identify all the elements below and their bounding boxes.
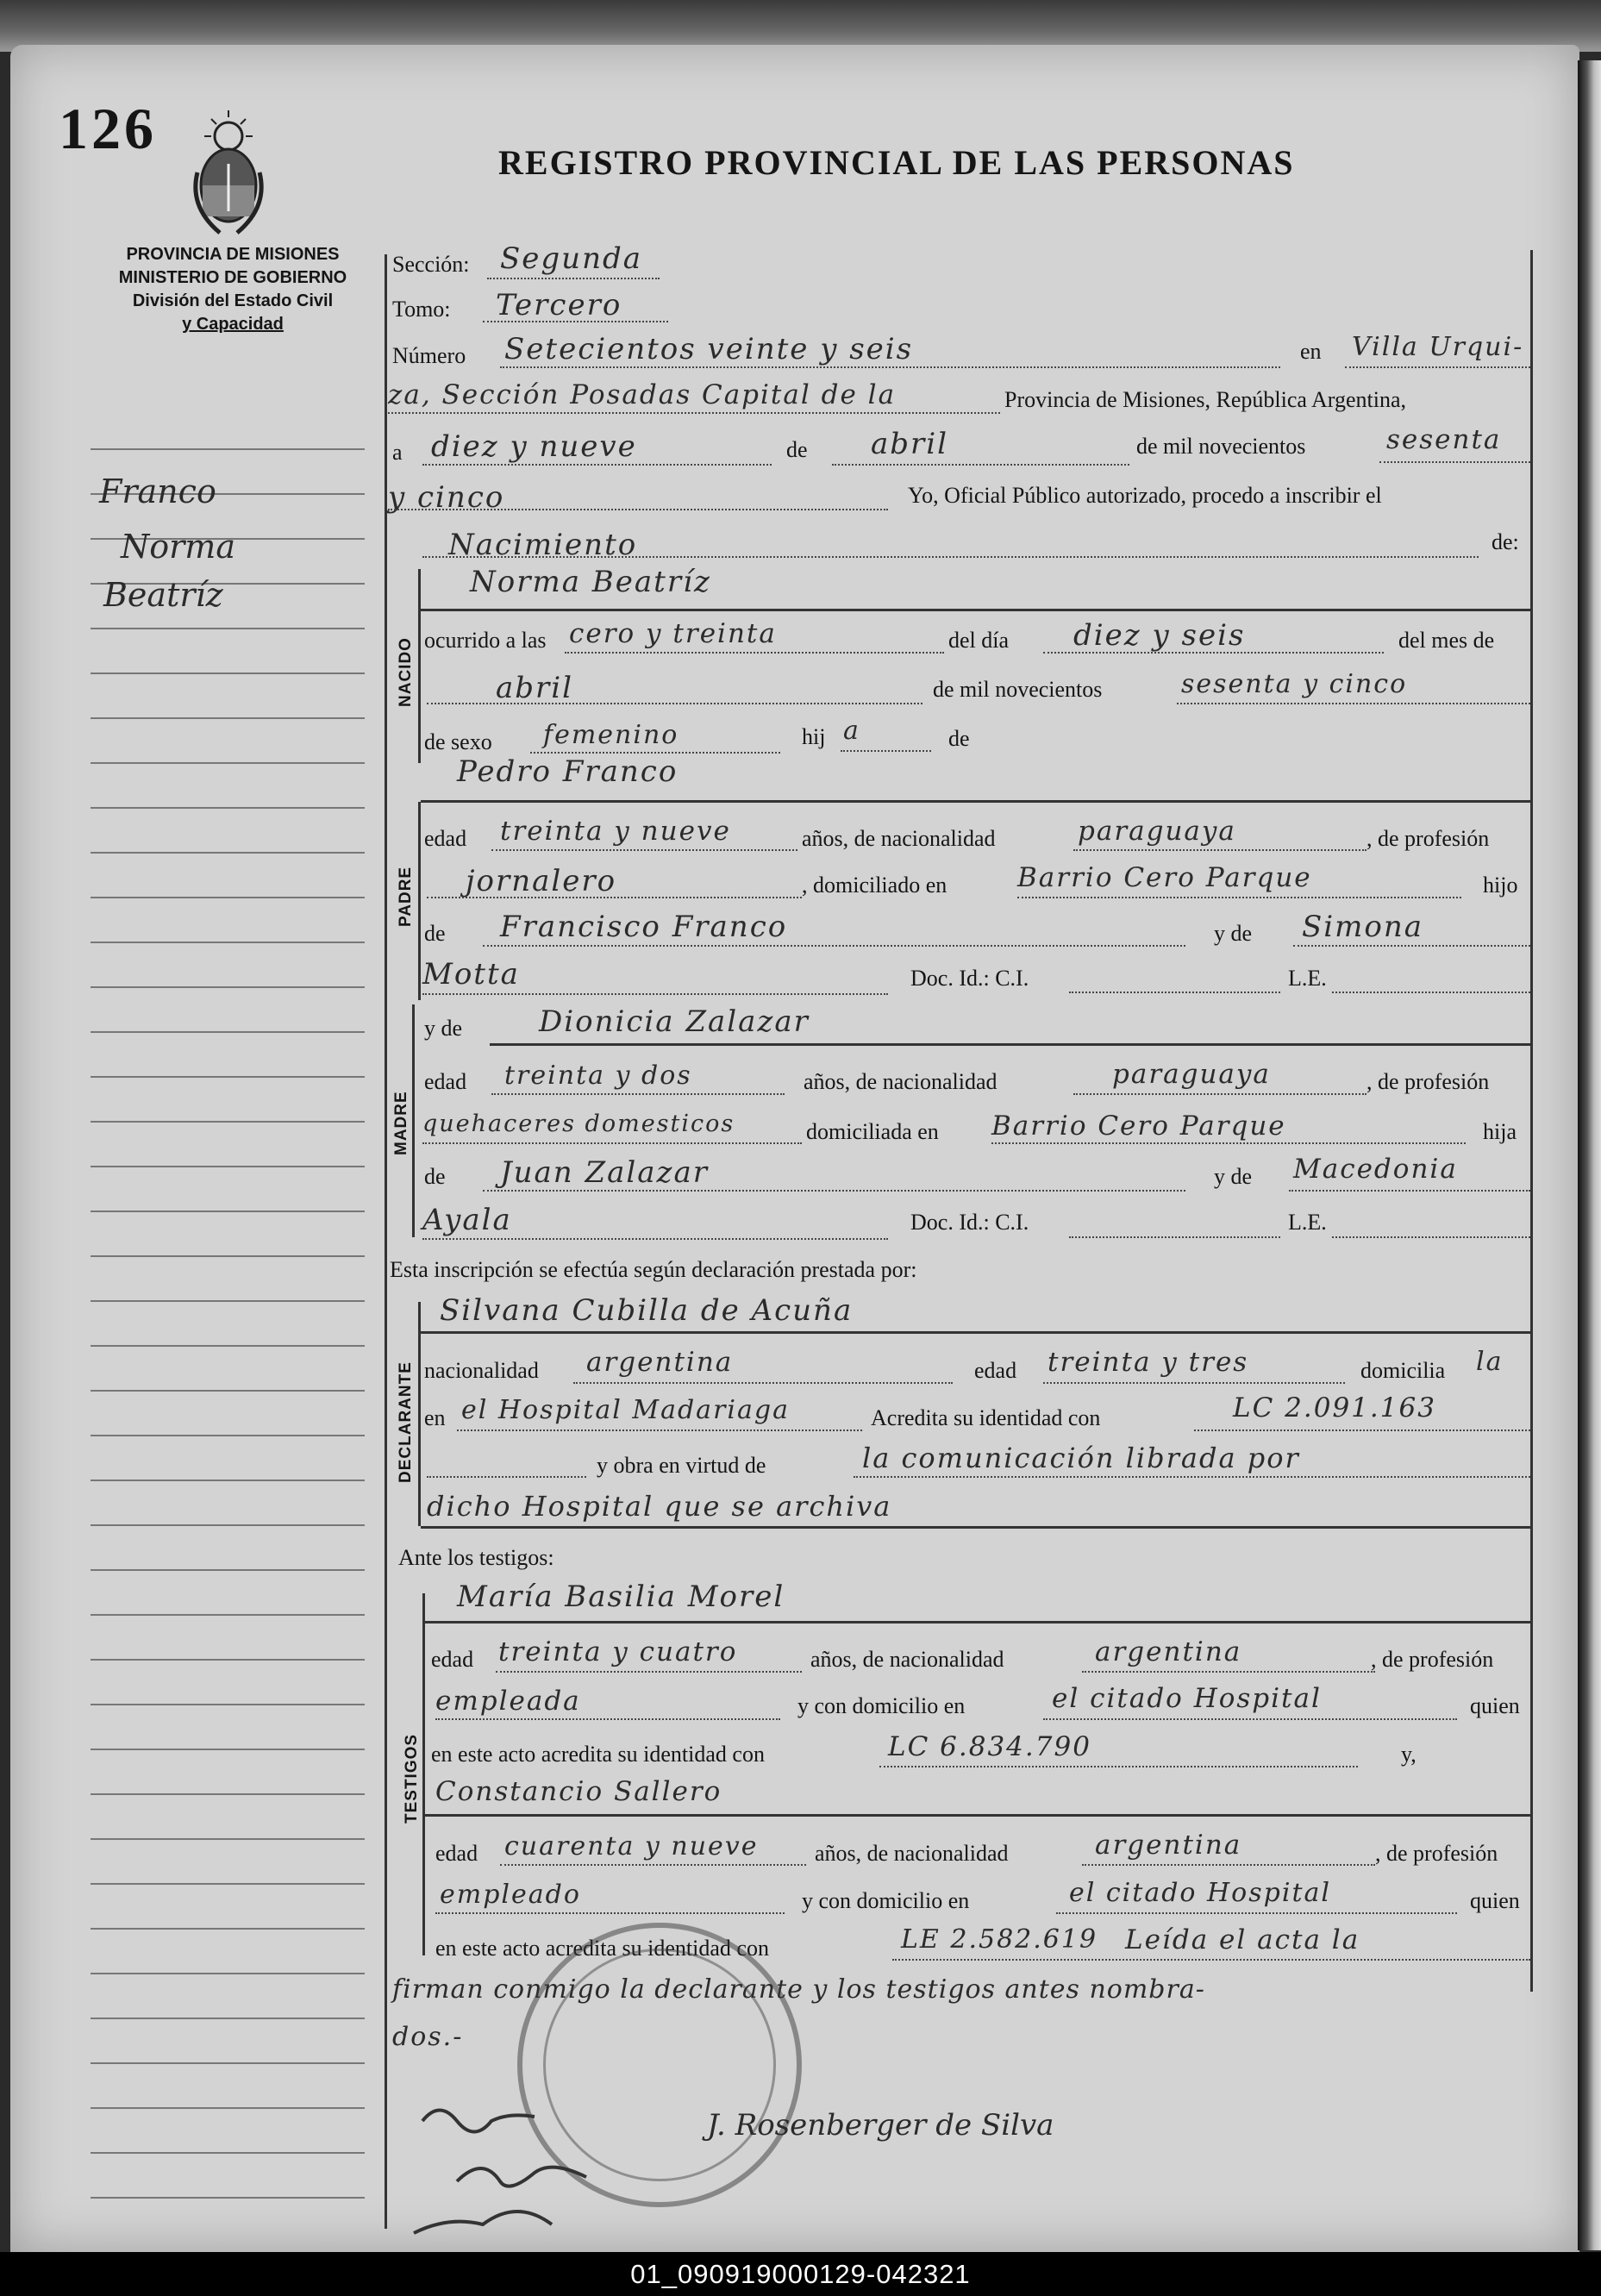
- t1-quien-label: quien: [1470, 1693, 1520, 1718]
- testigos-bracket: [422, 1593, 425, 1955]
- decl-virtud-2: dicho Hospital que se archiva: [427, 1490, 892, 1523]
- testigos-side-label: TESTIGOS: [403, 1733, 421, 1824]
- margin-ruled-line: [91, 1436, 365, 1481]
- closing-line-2: dos.-: [392, 2022, 464, 2052]
- margin-ruled-line: [91, 1347, 365, 1392]
- margin-ruled-line: [91, 1705, 365, 1750]
- inscripcion-label: Esta inscripción se efectúa según declaración prestada por:: [390, 1257, 917, 1282]
- margin-ruled-line: [91, 2109, 365, 2154]
- anio-line-1: [1379, 461, 1530, 463]
- decl-virtud-1: la comunicación librada por: [862, 1442, 1300, 1474]
- decl-dom-2: el Hospital Madariaga: [461, 1395, 790, 1425]
- t2-doc: LE 2.582.619: [901, 1924, 1098, 1955]
- hora-line: [565, 652, 944, 654]
- t2-prof-label: , de profesión: [1375, 1841, 1498, 1866]
- provincia-label: Provincia de Misiones, República Argentina,: [1004, 387, 1406, 412]
- margin-first-name: Norma: [121, 528, 235, 566]
- t2-prof-line: [435, 1912, 785, 1914]
- t2-dom: el citado Hospital: [1069, 1878, 1331, 1908]
- padre-madre-line: [1293, 945, 1530, 947]
- decl-en-label: en: [424, 1405, 446, 1430]
- decl-virtud-2-line: [421, 1526, 1530, 1529]
- padre-madre-2-line: [422, 993, 888, 995]
- domicilia-label: domicilia: [1360, 1358, 1446, 1383]
- padre-bracket: [418, 802, 421, 1000]
- anio-nac-line: [1177, 703, 1530, 704]
- header-ministry: MINISTERIO DE GOBIERNO: [118, 268, 347, 287]
- seccion-line: [487, 278, 660, 279]
- t2-tail: Leída el acta la: [1125, 1924, 1360, 1955]
- document-title: REGISTRO PROVINCIAL DE LAS PERSONAS: [498, 143, 1295, 182]
- padre-madre-1: Simona: [1302, 910, 1424, 944]
- madre-madre-2-line: [422, 1238, 888, 1240]
- margin-ruled-line: [91, 1257, 365, 1302]
- padre-edad: treinta y nueve: [500, 816, 731, 847]
- sexo-line: [530, 752, 780, 754]
- t1-edad-label: edad: [431, 1647, 474, 1672]
- madre-edad-line: [491, 1093, 785, 1095]
- margin-ruled-line: [91, 2019, 365, 2064]
- sexo-value: femenino: [543, 720, 679, 750]
- padre-anos-label: años, de nacionalidad: [802, 826, 996, 851]
- madre-dom-label: domiciliada en: [806, 1119, 939, 1144]
- margin-ruled-line: [91, 1616, 365, 1661]
- t2-edad-label: edad: [435, 1841, 478, 1866]
- padre-side-label: PADRE: [397, 866, 415, 927]
- padre-prof: jornalero: [466, 864, 617, 898]
- t1-nac: argentina: [1095, 1636, 1242, 1667]
- margin-ruled-line: [91, 1930, 365, 1974]
- folio-number: 126: [59, 96, 157, 161]
- madre-dom: Barrio Cero Parque: [991, 1110, 1286, 1142]
- tomo-value: Tercero: [496, 288, 622, 322]
- dia-line: [422, 464, 772, 466]
- madre-doc-label: Doc. Id.: C.I.: [910, 1210, 1029, 1235]
- madre-prof-label: , de profesión: [1366, 1069, 1490, 1094]
- nacido-bracket: [418, 569, 421, 763]
- decl-blank-line: [427, 1476, 586, 1478]
- declarante-side-label: DECLARANTE: [397, 1361, 415, 1483]
- margin-ruled-line: [91, 1078, 365, 1123]
- t1-dom: el citado Hospital: [1052, 1683, 1322, 1714]
- madre-le-line: [1332, 1236, 1530, 1238]
- mes-label: del mes de: [1398, 628, 1495, 653]
- hij-line: [841, 750, 931, 752]
- madre-nombre-line: [490, 1043, 1530, 1046]
- mil-novecientos-label: de mil novecientos: [1136, 434, 1306, 459]
- de-colon-label: de:: [1492, 529, 1519, 554]
- madre-bracket: [412, 1004, 415, 1237]
- registrar-signature: J. Rosenberger de Silva: [707, 2108, 1054, 2143]
- t1-edad-line: [496, 1671, 802, 1673]
- t2-nac: argentina: [1095, 1830, 1242, 1861]
- nacido-side-label: NACIDO: [397, 637, 415, 707]
- decl-virtud-line: [854, 1476, 1530, 1478]
- t2-nac-line: [1082, 1864, 1375, 1866]
- header-division: División del Estado Civil: [132, 291, 334, 310]
- de-label: de: [786, 437, 808, 462]
- sexo-label: de sexo: [424, 729, 492, 754]
- margin-ruled-line: [91, 1123, 365, 1167]
- lugar-line-2: [388, 412, 1000, 414]
- madre-dom-line: [991, 1142, 1466, 1144]
- madre-anos-label: años, de nacionalidad: [804, 1069, 997, 1094]
- nombre-value: Norma Beatríz: [470, 565, 711, 599]
- padre-madre-2: Motta: [422, 957, 520, 992]
- oficial-label: Yo, Oficial Público autorizado, procedo a inscribir el: [908, 483, 1382, 508]
- nombre-line: [421, 609, 1530, 611]
- numero-label: Número: [392, 343, 466, 368]
- margin-ruled-line: [91, 629, 365, 674]
- margin-ruled-line: [91, 1392, 365, 1436]
- dia-value: diez y nueve: [431, 429, 637, 464]
- t1-doc-line: [879, 1766, 1358, 1767]
- issuing-authority: [82, 243, 384, 336]
- padre-dom-label: , domiciliado en: [802, 873, 947, 898]
- dia-nac-value: diez y seis: [1073, 618, 1246, 653]
- declarante-nombre: Silvana Cubilla de Acuña: [440, 1293, 854, 1328]
- t1-prof-label: , de profesión: [1371, 1647, 1494, 1672]
- madre-madre-2: Ayala: [422, 1203, 512, 1237]
- padre-dom-line: [1017, 897, 1461, 898]
- margin-ruled-line: [91, 943, 365, 988]
- margin-ruled-line: [91, 898, 365, 943]
- margin-ruled-line: [91, 1167, 365, 1212]
- t2-quien-label: quien: [1470, 1888, 1520, 1913]
- padre-nombre-line: [421, 800, 1530, 803]
- testigo1-nombre-line: [425, 1621, 1530, 1623]
- right-column-rule: [1530, 250, 1533, 1992]
- t1-acredita-label: en este acto acredita su identidad con: [431, 1742, 765, 1767]
- declarante-bracket: [418, 1302, 421, 1526]
- y-comma-label: y,: [1401, 1742, 1417, 1767]
- padre-nombre: Pedro Franco: [457, 754, 679, 789]
- madre-madre-line: [1289, 1190, 1530, 1192]
- t1-nac-line: [1082, 1671, 1375, 1673]
- padre-nac-line: [1073, 849, 1366, 851]
- madre-yde-label: y de: [424, 1016, 463, 1041]
- t2-edad-line: [500, 1864, 806, 1866]
- margin-ruled-line: [91, 1212, 365, 1257]
- decl-nac-label: nacionalidad: [424, 1358, 539, 1383]
- madre-nac-line: [1073, 1093, 1366, 1095]
- madre-nombre: Dionicia Zalazar: [539, 1004, 810, 1039]
- t2-prof: empleado: [440, 1880, 581, 1910]
- testigo1-nombre: María Basilia Morel: [457, 1580, 785, 1614]
- mes-nac-value: abril: [496, 671, 574, 705]
- hij-label: hij: [802, 724, 826, 749]
- margin-ruled-line: [91, 1661, 365, 1705]
- anio-value-1: sesenta: [1386, 424, 1502, 455]
- margin-ruled-line: [91, 1885, 365, 1930]
- margin-ruled-line: [91, 1571, 365, 1616]
- margin-ruled-line: [91, 988, 365, 1033]
- hija-label: hija: [1483, 1119, 1517, 1144]
- seccion-value: Segunda: [500, 241, 643, 276]
- t1-dom-line: [1043, 1718, 1457, 1720]
- margin-ruled-line: [91, 2154, 365, 2199]
- decl-edad-label: edad: [974, 1358, 1017, 1383]
- margin-ruled-line: [91, 1750, 365, 1795]
- madre-nac: paraguaya: [1112, 1059, 1271, 1090]
- witness-signatures: [405, 2086, 647, 2250]
- t1-prof: empleada: [435, 1686, 581, 1717]
- decl-edad-line: [1043, 1382, 1345, 1384]
- padre-nac: paraguaya: [1078, 816, 1236, 847]
- t2-edad: cuarenta y nueve: [504, 1831, 759, 1861]
- madre-prof: quehaceres domesticos: [422, 1110, 735, 1137]
- hijo-label: hijo: [1483, 873, 1518, 898]
- book-spine: [1578, 60, 1601, 2250]
- t1-edad: treinta y cuatro: [498, 1636, 738, 1667]
- lugar-line-1: [1345, 366, 1530, 368]
- padre-prof-line: [427, 897, 802, 898]
- margin-ruled-line: [91, 809, 365, 854]
- acredita-label: Acredita su identidad con: [871, 1405, 1101, 1430]
- madre-edad: treinta y dos: [504, 1060, 692, 1091]
- t2-acredita-label: en este acto acredita su identidad con: [435, 1936, 769, 1961]
- padre-le-label: L.E.: [1288, 966, 1327, 991]
- padre-edad-line: [491, 849, 797, 851]
- main-column-rule: [385, 254, 387, 2229]
- ocurrido-label: ocurrido a las: [424, 628, 547, 653]
- margin-ruled-line: [91, 1302, 365, 1347]
- mes-line: [832, 464, 1129, 466]
- y-obra-label: y obra en virtud de: [597, 1453, 766, 1478]
- decl-doc: LC 2.091.163: [1233, 1392, 1436, 1423]
- tomo-line: [483, 321, 668, 322]
- t1-dom-label: y con domicilio en: [797, 1693, 966, 1718]
- mes-value: abril: [871, 427, 949, 461]
- madre-padre-line: [483, 1190, 1185, 1192]
- padre-prof-label: , de profesión: [1366, 826, 1490, 851]
- madre-yde2-label: y de: [1214, 1164, 1253, 1189]
- margin-ruled-line: [91, 405, 365, 450]
- decl-nac: argentina: [586, 1347, 734, 1378]
- anio-value-2: y cinco: [388, 480, 505, 515]
- margin-ruled-line: [91, 674, 365, 719]
- en-label: en: [1300, 339, 1322, 364]
- madre-madre-1: Macedonia: [1293, 1154, 1458, 1185]
- madre-prof-line: [422, 1142, 802, 1144]
- margin-middle-name: Beatríz: [103, 576, 223, 614]
- header-province: PROVINCIA DE MISIONES: [126, 245, 340, 264]
- scan-file-id: 01_090919000129-042321: [0, 2252, 1601, 2296]
- header-capacity: y Capacidad: [182, 315, 284, 334]
- margin-ruled-line: [91, 764, 365, 809]
- t2-anos-label: años, de nacionalidad: [815, 1841, 1009, 1866]
- margin-ruled-line: [91, 1795, 365, 1840]
- testigo2-nombre: Constancio Sallero: [435, 1776, 722, 1807]
- ante-testigos-label: Ante los testigos:: [398, 1545, 554, 1570]
- margin-ruled-line: [91, 1033, 365, 1078]
- madre-side-label: MADRE: [392, 1091, 410, 1155]
- madre-padre: Juan Zalazar: [500, 1155, 709, 1190]
- lugar-value-1: Villa Urqui-: [1352, 332, 1524, 362]
- t2-doc-line: [892, 1959, 1530, 1961]
- a-label: a: [392, 440, 403, 465]
- madre-le-label: L.E.: [1288, 1210, 1327, 1235]
- lugar-value-2: za, Sección Posadas Capital de la: [388, 379, 897, 410]
- mil-novecientos-label-2: de mil novecientos: [933, 677, 1103, 702]
- hora-value: cero y treinta: [569, 618, 777, 649]
- margin-ruled-line: [91, 1974, 365, 2019]
- de-padre-label: de: [948, 726, 970, 751]
- margin-ruled-line: [91, 2064, 365, 2109]
- padre-padre-line: [483, 945, 1185, 947]
- seccion-label: Sección:: [392, 252, 470, 277]
- margin-surname: Franco: [99, 472, 216, 510]
- margin-ruled-line: [91, 1840, 365, 1885]
- t2-dom-label: y con domicilio en: [802, 1888, 970, 1913]
- decl-dom-1: la: [1476, 1347, 1504, 1377]
- margin-ruled-line: [91, 1526, 365, 1571]
- decl-doc-line: [1194, 1430, 1530, 1431]
- acto-line: [422, 556, 1479, 558]
- t1-doc: LC 6.834.790: [888, 1731, 1091, 1762]
- anio-line-2: [388, 509, 888, 510]
- madre-ci-line: [1069, 1236, 1280, 1238]
- margin-ruled-line: [91, 1481, 365, 1526]
- coat-of-arms-icon: [185, 103, 272, 241]
- anio-nac-value: sesenta y cinco: [1181, 669, 1408, 699]
- padre-dom: Barrio Cero Parque: [1017, 862, 1312, 893]
- hij-suffix: a: [843, 716, 860, 746]
- padre-ci-line: [1069, 992, 1280, 993]
- madre-edad-label: edad: [424, 1069, 467, 1094]
- t2-dom-line: [1056, 1912, 1457, 1914]
- decl-nac-line: [573, 1382, 953, 1384]
- decl-edad: treinta y tres: [1048, 1347, 1249, 1378]
- padre-yde-label: y de: [1214, 921, 1253, 946]
- margin-ruled-line: [91, 719, 365, 764]
- padre-edad-label: edad: [424, 826, 467, 851]
- dia-nac-line: [1043, 652, 1384, 654]
- acto-value: Nacimiento: [448, 528, 638, 562]
- margin-ruled-column: [91, 405, 365, 2199]
- testigo2-nombre-line: [425, 1814, 1530, 1817]
- t1-anos-label: años, de nacionalidad: [810, 1647, 1004, 1672]
- padre-de-label: de: [424, 921, 446, 946]
- tomo-label: Tomo:: [392, 297, 451, 322]
- padre-doc-label: Doc. Id.: C.I.: [910, 966, 1029, 991]
- numero-line: [500, 366, 1280, 368]
- book-top-edge: [0, 0, 1601, 52]
- declarante-nombre-line: [421, 1331, 1530, 1334]
- t1-prof-line: [435, 1718, 780, 1720]
- decl-dom-line: [457, 1430, 862, 1431]
- padre-le-line: [1332, 992, 1530, 993]
- margin-ruled-line: [91, 854, 365, 898]
- madre-de-label: de: [424, 1164, 446, 1189]
- del-dia-label: del día: [948, 628, 1010, 653]
- padre-padre: Francisco Franco: [500, 910, 788, 944]
- closing-line-1: firman conmigo la declarante y los testigos antes nombra-: [392, 1974, 1205, 2005]
- mes-nac-line: [427, 703, 922, 704]
- numero-value: Setecientos veinte y seis: [504, 332, 914, 366]
